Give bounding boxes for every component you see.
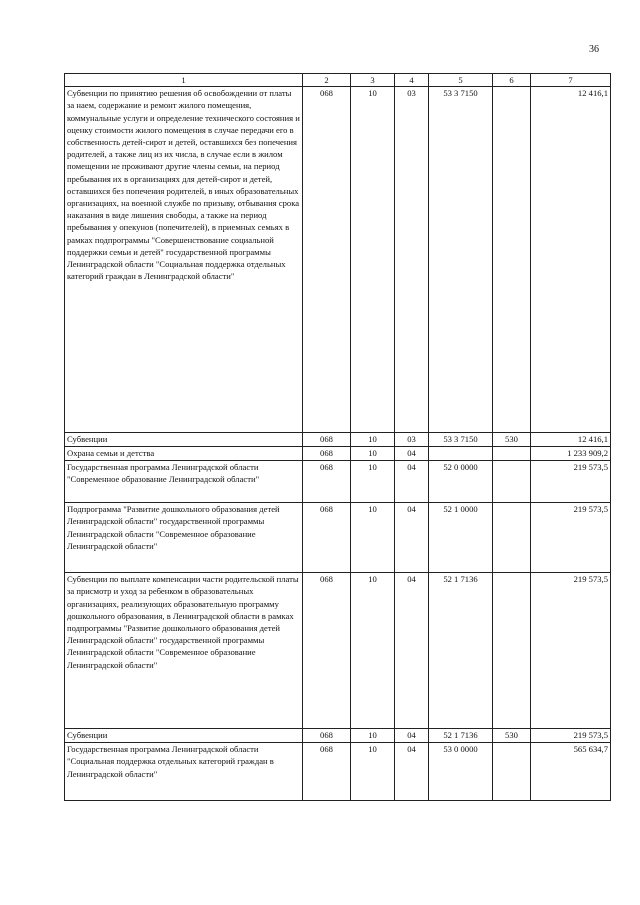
- ministry-code: 068: [303, 573, 351, 729]
- table-row: [65, 743, 611, 801]
- subsection-code: 03: [395, 433, 429, 447]
- section-code: 10: [351, 503, 395, 573]
- column-header: 4: [395, 74, 429, 87]
- ministry-code: 068: [303, 743, 351, 801]
- ministry-code: 068: [303, 433, 351, 447]
- ministry-code: 068: [303, 447, 351, 461]
- expense-type-code: [493, 87, 531, 433]
- subsection-code: 04: [395, 743, 429, 801]
- table-row: [65, 503, 611, 573]
- amount: 12 416,1: [531, 433, 611, 447]
- row-name: Субвенции по выплате компенсации части родительской платы за присмотр и уход за ребенком в образовательных организациях, реализующих образовательную программу дошкольного образования, в Ленинградской области в рамках подпрограммы "Развитие дошкольного образования детей Ленинградской области" государственной программы Ленинградской области "Современное образование Ленинградской области": [65, 573, 303, 729]
- section-code: 10: [351, 433, 395, 447]
- amount: 219 573,5: [531, 461, 611, 503]
- table-row: [65, 433, 611, 447]
- row-name: Подпрограмма "Развитие дошкольного образования детей Ленинградской области" государственной программы Ленинградской области "Современное образование Ленинградской области": [65, 503, 303, 573]
- subsection-code: 04: [395, 573, 429, 729]
- amount: 565 634,7: [531, 743, 611, 801]
- table-row: [65, 447, 611, 461]
- expense-type-code: 530: [493, 433, 531, 447]
- row-name: Государственная программа Ленинградской области "Социальная поддержка отдельных категорий граждан в Ленинградской области": [65, 743, 303, 801]
- table-row: [65, 729, 611, 743]
- target-code: 52 1 7136: [429, 573, 493, 729]
- expense-type-code: 530: [493, 729, 531, 743]
- subsection-code: 04: [395, 729, 429, 743]
- target-code: 52 1 0000: [429, 503, 493, 573]
- target-code: [429, 447, 493, 461]
- expense-type-code: [493, 461, 531, 503]
- table-row: [65, 461, 611, 503]
- amount: 12 416,1: [531, 87, 611, 433]
- ministry-code: 068: [303, 729, 351, 743]
- expense-type-code: [493, 447, 531, 461]
- column-header: 6: [493, 74, 531, 87]
- ministry-code: 068: [303, 87, 351, 433]
- amount: 219 573,5: [531, 573, 611, 729]
- budget-table: [64, 73, 611, 801]
- target-code: 53 0 0000: [429, 743, 493, 801]
- section-code: 10: [351, 573, 395, 729]
- subsection-code: 04: [395, 461, 429, 503]
- section-code: 10: [351, 87, 395, 433]
- row-name: Субвенции по принятию решения об освобождении от платы за наем, содержание и ремонт жилого помещения, коммунальные услуги и определение технического состояния и оценку стоимости жилого помещения в случае передачи его в собственность детей-сирот и детей, оставшихся без попечения родителей, а также лиц из их числа, в случае если в жилом помещении не проживают другие члены семьи, на период пребывания их в организациях для детей-сирот и детей, оставшихся без попечения родителей, в иных образовательных организациях, на военной службе по призыву, отбывания срока наказания в виде лишения свободы, а также на период пребывания у опекунов (попечителей), в приемных семьях в рамках подпрограммы "Совершенствование социальной поддержки семьи и детей" государственной программы Ленинградской области "Социальная поддержка отдельных категорий граждан в Ленинградской области": [65, 87, 303, 433]
- header-row: [65, 74, 611, 87]
- row-name: Субвенции: [65, 433, 303, 447]
- ministry-code: 068: [303, 461, 351, 503]
- row-name: Субвенции: [65, 729, 303, 743]
- page-number: 36: [589, 44, 599, 55]
- column-header: 7: [531, 74, 611, 87]
- column-header: 3: [351, 74, 395, 87]
- section-code: 10: [351, 743, 395, 801]
- table-row: [65, 573, 611, 729]
- section-code: 10: [351, 447, 395, 461]
- subsection-code: 04: [395, 447, 429, 461]
- subsection-code: 04: [395, 503, 429, 573]
- column-header: 1: [65, 74, 303, 87]
- row-name: Охрана семьи и детства: [65, 447, 303, 461]
- column-header: 5: [429, 74, 493, 87]
- row-name: Государственная программа Ленинградской области "Современное образование Ленинградской области": [65, 461, 303, 503]
- amount: 219 573,5: [531, 503, 611, 573]
- target-code: 52 1 7136: [429, 729, 493, 743]
- expense-type-code: [493, 743, 531, 801]
- target-code: 52 0 0000: [429, 461, 493, 503]
- amount: 1 233 909,2: [531, 447, 611, 461]
- section-code: 10: [351, 729, 395, 743]
- expense-type-code: [493, 573, 531, 729]
- target-code: 53 3 7150: [429, 433, 493, 447]
- section-code: 10: [351, 461, 395, 503]
- ministry-code: 068: [303, 503, 351, 573]
- expense-type-code: [493, 503, 531, 573]
- target-code: 53 3 7150: [429, 87, 493, 433]
- subsection-code: 03: [395, 87, 429, 433]
- column-header: 2: [303, 74, 351, 87]
- amount: 219 573,5: [531, 729, 611, 743]
- table-row: [65, 87, 611, 433]
